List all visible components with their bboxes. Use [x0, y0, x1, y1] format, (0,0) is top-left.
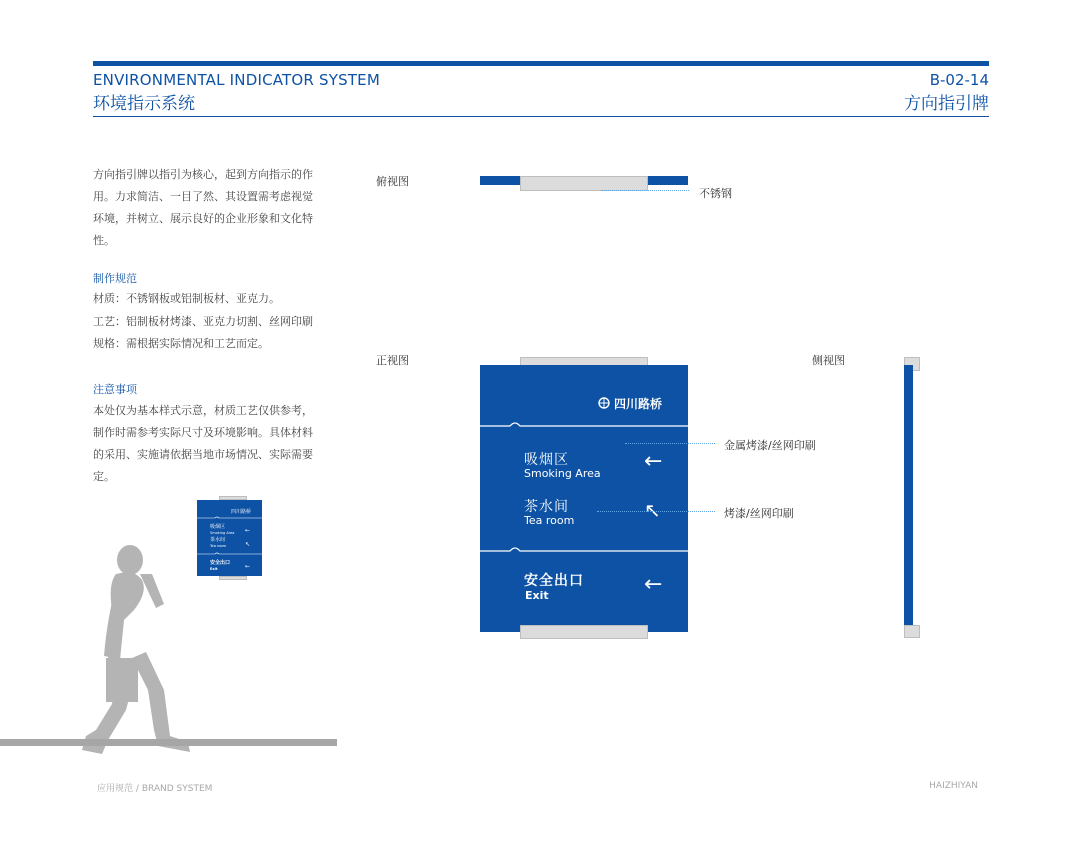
production-title: 制作规范 — [93, 272, 137, 285]
header-top-bar — [93, 61, 989, 66]
mini-arrow-upleft-icon: ↖ — [245, 541, 251, 548]
paint-print-annotation: 烤漆/丝网印刷 — [724, 507, 794, 520]
page-title: 方向指引牌 — [904, 94, 989, 114]
mini-sign — [197, 500, 262, 576]
production-list — [93, 288, 313, 356]
mini-sign-art — [197, 500, 262, 576]
mini-sign-item-cn: 吸烟区 — [210, 524, 226, 530]
mini-sign-item-cn: 茶水间 — [210, 537, 226, 543]
mini-arrow-left-icon: ← — [245, 563, 251, 570]
header-title-cn: 环境指示系统 — [93, 94, 195, 114]
side-view-bottom-cap — [904, 625, 920, 638]
mini-sign-bottom-cap — [219, 576, 247, 580]
mini-sign-item-en: Smoking Area — [210, 531, 235, 535]
sign-divider — [480, 548, 688, 551]
production-item: 规格：需根据实际情况和工艺而定。 — [93, 337, 269, 350]
steel-leader-line — [601, 190, 689, 191]
arrow-left-icon: ← — [644, 572, 663, 597]
sign-divider — [480, 423, 688, 426]
mini-arrow-left-icon: ← — [245, 527, 251, 534]
intro-line: 性。 — [93, 234, 115, 247]
notes-line: 的采用、实施请依据当地市场情况、实际需要 — [93, 448, 313, 461]
exit-cn: 安全出口 — [524, 573, 584, 589]
smoking-area-en: Smoking Area — [524, 467, 601, 480]
mini-sign-exit-en: Exit — [210, 567, 218, 571]
notes-line: 定。 — [93, 470, 115, 483]
metal-paint-leader-line — [625, 443, 715, 444]
header-divider — [93, 116, 989, 117]
tea-room-en: Tea room — [524, 514, 575, 527]
production-item: 材质：不锈钢板或铝制板材、亚克力。 — [93, 292, 280, 305]
intro-line: 方向指引牌以指引为核心，起到方向指示的作 — [93, 168, 313, 181]
smoking-area-cn: 吸烟区 — [524, 452, 569, 468]
notes-title: 注意事项 — [93, 383, 137, 396]
intro-line: 用。力求简洁、一目了然、其设置需考虑视觉 — [93, 190, 313, 203]
top-view-label: 俯视图 — [376, 175, 409, 188]
header-title-en: ENVIRONMENTAL INDICATOR SYSTEM — [93, 71, 380, 89]
side-view-plate — [904, 365, 913, 632]
floor-line — [0, 739, 337, 746]
notes-line: 制作时需参考实际尺寸及环境影响。具体材料 — [93, 426, 313, 439]
notes-line: 本处仅为基本样式示意，材质工艺仅供参考， — [93, 404, 313, 417]
page-code: B-02-14 — [929, 71, 989, 89]
brand-name: 四川路桥 — [614, 397, 663, 411]
intro-paragraph — [93, 164, 333, 252]
front-view-label: 正视图 — [376, 354, 409, 367]
tea-room-cn: 茶水间 — [524, 499, 569, 515]
footer-section-cn: 应用规范 — [97, 784, 134, 794]
top-view-steel-mount — [520, 176, 648, 191]
footer-left — [97, 781, 212, 794]
arrow-left-icon: ← — [644, 449, 663, 474]
front-view-bottom-cap — [520, 625, 648, 639]
arrow-upleft-icon: ↖ — [644, 498, 661, 522]
mini-sign-brand: 四川路桥 — [231, 509, 252, 515]
paint-print-leader-line — [597, 511, 715, 512]
mini-sign-divider — [197, 553, 262, 554]
footer-brand: HAIZHIYAN — [929, 781, 978, 791]
mini-sign-exit-cn: 安全出口 — [210, 560, 231, 566]
brand-logo-icon — [599, 398, 609, 408]
footer-separator: / — [135, 784, 139, 794]
side-view-label: 侧视图 — [812, 354, 845, 367]
intro-line: 环境，并树立、展示良好的企业形象和文化特 — [93, 212, 313, 225]
steel-annotation: 不锈钢 — [699, 187, 732, 200]
notes-paragraph — [93, 400, 333, 488]
person-silhouette-icon — [78, 540, 198, 765]
exit-en: Exit — [525, 589, 549, 602]
mini-sign-divider — [197, 517, 262, 518]
production-item: 工艺：铝制板材烤漆、亚克力切割、丝网印刷 — [93, 314, 313, 328]
mini-sign-item-en: Tea room — [210, 544, 227, 548]
metal-paint-annotation: 金属烤漆/丝网印刷 — [724, 439, 816, 452]
footer-section-en: BRAND SYSTEM — [141, 784, 213, 794]
